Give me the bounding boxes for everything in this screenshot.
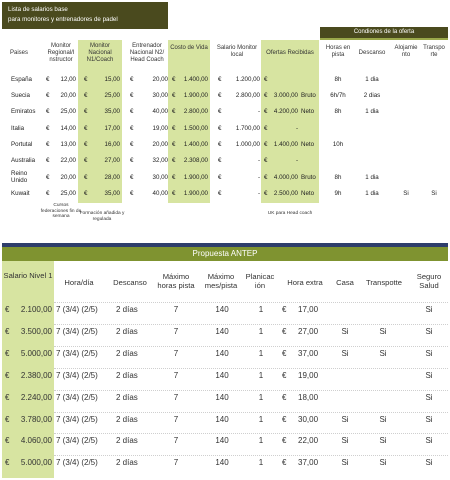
cell-en: 20,00: [152, 141, 168, 148]
currency-symbol: €: [46, 108, 50, 115]
currency-symbol: €: [218, 141, 222, 148]
currency-symbol: €: [84, 108, 88, 115]
cell-hora-extra: 37,00: [298, 349, 319, 358]
cell-horas: 9h: [334, 190, 342, 197]
cell-cv: 1.500,00: [183, 125, 208, 132]
currency-symbol: €: [84, 141, 88, 148]
cell-mn: 27,00: [104, 157, 120, 164]
cell-sl: -: [257, 108, 260, 115]
cell-descanso: 2 días: [116, 327, 138, 336]
cell-en: 40,00: [152, 190, 168, 197]
cell-sl: -: [257, 157, 260, 164]
green-col-salario: [2, 261, 54, 478]
cell-seguro: Si: [425, 327, 433, 336]
cell-seguro: Si: [425, 415, 433, 424]
cell-horas: 8h: [334, 174, 342, 181]
cell-max-horas: 7: [173, 349, 179, 358]
cell-mr: 25,00: [60, 108, 76, 115]
currency-symbol: €: [264, 157, 268, 164]
cell-mn: 35,00: [104, 108, 120, 115]
cell-cv: 1.400,00: [183, 141, 208, 148]
cell-horas: 6h/7h: [330, 92, 346, 99]
cell-en: 30,00: [152, 92, 168, 99]
header-max-mes: Máximo mes/pista: [204, 272, 238, 290]
header-monitor-nacional: Monitor Nacional N1/Coach: [86, 43, 114, 63]
cell-max-mes: 140: [215, 327, 229, 336]
cell-en: 40,00: [152, 108, 168, 115]
cell-casa: Si: [341, 436, 349, 445]
header-hora-dia: Hora/día: [64, 278, 94, 287]
cell-max-mes: 140: [215, 305, 229, 314]
cell-mn: 16,00: [104, 141, 120, 148]
currency-symbol: €: [282, 305, 287, 314]
currency-symbol: €: [282, 415, 287, 424]
footnote-formacion: Formación añadida y regulada: [79, 211, 125, 222]
row-divider: [54, 346, 448, 347]
cell-planificacion: 1: [258, 436, 264, 445]
currency-symbol: €: [46, 76, 50, 83]
currency-symbol: €: [218, 157, 222, 164]
row-divider: [54, 433, 448, 434]
cell-salario: 2.100,00: [20, 305, 52, 314]
cell-descanso: 1 dia: [365, 190, 379, 197]
cell-sl: 1.700,00: [235, 125, 260, 132]
currency-symbol: €: [172, 141, 176, 148]
row-divider: [54, 455, 448, 456]
header-costo-vida: Costo de Vida: [170, 45, 208, 51]
cell-max-horas: 7: [173, 458, 179, 467]
cell-oferta-tipo: Neto: [301, 190, 315, 197]
cell-hora-dia: 7 (3/4) (2/5): [56, 393, 98, 402]
cell-hora-extra: 27,00: [298, 327, 319, 336]
cell-mr: 12,00: [60, 76, 76, 83]
header-horas-pista: Horas en pista: [325, 45, 351, 58]
currency-symbol: €: [84, 92, 88, 99]
cell-oferta-tipo: Neto: [301, 108, 315, 115]
cell-planificacion: 1: [258, 393, 264, 402]
currency-symbol: €: [264, 76, 268, 83]
currency-symbol: €: [172, 174, 176, 181]
country-name: Italia: [11, 125, 25, 132]
cell-oferta: 3.000,00: [273, 92, 298, 99]
cell-hora-dia: 7 (3/4) (2/5): [56, 371, 98, 380]
cell-salario: 2.240,00: [20, 393, 52, 402]
cell-casa: Si: [341, 415, 349, 424]
header-seguro: Seguro Salud: [416, 272, 442, 290]
cell-descanso: 2 días: [116, 436, 138, 445]
cell-mr: 13,00: [60, 141, 76, 148]
cell-salario: 5.000,00: [20, 458, 52, 467]
salary-list-title: [2, 2, 168, 29]
cell-max-mes: 140: [215, 393, 229, 402]
cell-salario: 3.780,00: [20, 415, 52, 424]
currency-symbol: €: [218, 190, 222, 197]
title-line-1: Lista de salarios base: [8, 6, 68, 13]
cell-cv: 2.308,00: [183, 157, 208, 164]
title-line-2: para monitores y entrenadores de padel: [8, 16, 118, 23]
cell-descanso: 2 dias: [363, 92, 381, 99]
cell-salario: 4.060,00: [20, 436, 52, 445]
cell-hora-dia: 7 (3/4) (2/5): [56, 349, 98, 358]
currency-symbol: €: [264, 108, 268, 115]
currency-symbol: €: [46, 125, 50, 132]
row-divider: [54, 390, 448, 391]
cell-hora-extra: 19,00: [298, 371, 319, 380]
cell-transporte: Si: [431, 190, 437, 197]
cell-planificacion: 1: [258, 327, 264, 336]
currency-symbol: €: [130, 125, 134, 132]
currency-symbol: €: [172, 76, 176, 83]
cell-mr: 22,00: [60, 157, 76, 164]
cell-sl: 1.200,00: [235, 76, 260, 83]
currency-symbol: €: [84, 174, 88, 181]
cell-hora-extra: 22,00: [298, 436, 319, 445]
currency-symbol: €: [264, 141, 268, 148]
cell-descanso: 2 días: [116, 305, 138, 314]
country-name: Reino Unido: [11, 170, 28, 184]
cell-seguro: Si: [425, 371, 433, 380]
cell-sl: 1.000,00: [235, 141, 260, 148]
cell-max-horas: 7: [173, 415, 179, 424]
cell-seguro: Si: [425, 305, 433, 314]
country-name: Kuwait: [11, 190, 30, 197]
cell-oferta: 4.000,00: [273, 174, 298, 181]
cell-planificacion: 1: [258, 458, 264, 467]
currency-symbol: €: [218, 76, 222, 83]
currency-symbol: €: [282, 349, 287, 358]
currency-symbol: €: [130, 108, 134, 115]
cell-planificacion: 1: [258, 415, 264, 424]
header-transporte: Transpo rte: [423, 45, 445, 58]
currency-symbol: €: [5, 349, 10, 358]
currency-symbol: €: [46, 141, 50, 148]
cell-sl: 2.800,00: [235, 92, 260, 99]
currency-symbol: €: [172, 108, 176, 115]
cell-descanso: 1 dia: [365, 76, 379, 83]
currency-symbol: €: [46, 157, 50, 164]
currency-symbol: €: [84, 125, 88, 132]
cell-mn: 35,00: [104, 190, 120, 197]
cell-horas: 8h: [334, 76, 342, 83]
cell-salario: 3.500,00: [20, 327, 52, 336]
currency-symbol: €: [5, 305, 10, 314]
currency-symbol: €: [46, 92, 50, 99]
cell-transporte: Si: [379, 436, 387, 445]
currency-symbol: €: [130, 174, 134, 181]
cell-cv: 2.800,00: [183, 108, 208, 115]
proposal-title: Propuesta ANTEP: [2, 247, 448, 261]
currency-symbol: €: [264, 174, 268, 181]
cell-hora-extra: 30,00: [298, 415, 319, 424]
cell-descanso: 2 días: [116, 458, 138, 467]
currency-symbol: €: [282, 371, 287, 380]
currency-symbol: €: [130, 157, 134, 164]
header-descanso: Descanso: [358, 50, 386, 56]
cell-cv: 1.900,00: [183, 190, 208, 197]
country-name: Suecia: [11, 92, 30, 99]
cell-salario: 5.000,00: [20, 349, 52, 358]
cell-descanso: 1 dia: [365, 108, 379, 115]
cell-hora-dia: 7 (3/4) (2/5): [56, 305, 98, 314]
row-divider: [54, 302, 448, 303]
header-max-horas: Máximo horas pista: [157, 272, 195, 290]
cell-oferta-tipo: Neto: [301, 141, 315, 148]
currency-symbol: €: [218, 108, 222, 115]
cell-descanso: 1 dia: [365, 174, 379, 181]
cell-mn: 28,00: [104, 174, 120, 181]
cell-horas: 10h: [332, 141, 344, 148]
header-paises: Paises: [9, 50, 28, 56]
header-entrenador-nacional: Entrenador Nacional N2/ Head Coach: [129, 43, 165, 63]
cell-descanso: 2 días: [116, 415, 138, 424]
currency-symbol: €: [218, 92, 222, 99]
conditions-header: Condiones de la oferta: [320, 27, 448, 38]
currency-symbol: €: [46, 190, 50, 197]
cell-mn: 15,00: [104, 76, 120, 83]
cell-en: 32,00: [152, 157, 168, 164]
currency-symbol: €: [282, 436, 287, 445]
cell-casa: Si: [341, 349, 349, 358]
header-salario-nivel: Salario Nivel 1: [3, 271, 53, 280]
cell-en: 20,00: [152, 76, 168, 83]
cell-mn: 17,00: [104, 125, 120, 132]
cell-sl: -: [257, 190, 260, 197]
cell-cv: 1.900,00: [183, 92, 208, 99]
cell-en: 30,00: [152, 174, 168, 181]
currency-symbol: €: [172, 190, 176, 197]
currency-symbol: €: [84, 157, 88, 164]
cell-max-horas: 7: [173, 393, 179, 402]
cell-seguro: Si: [425, 458, 433, 467]
cell-cv: 1.900,00: [183, 174, 208, 181]
row-divider: [54, 412, 448, 413]
cell-max-mes: 140: [215, 371, 229, 380]
cell-descanso: 2 días: [116, 393, 138, 402]
currency-symbol: €: [5, 393, 10, 402]
cell-max-mes: 140: [215, 349, 229, 358]
cell-sl: -: [257, 174, 260, 181]
currency-symbol: €: [84, 76, 88, 83]
cell-oferta: 4.200,00: [273, 108, 298, 115]
cell-max-mes: 140: [215, 458, 229, 467]
conditions-underline: [320, 38, 448, 40]
cell-max-horas: 7: [173, 371, 179, 380]
footnote-cursos: Cursos federaciones fin de semana: [40, 203, 82, 219]
header-casa: Casa: [336, 278, 354, 287]
country-name: Portutal: [11, 141, 33, 148]
cell-alojamiento: Si: [403, 190, 409, 197]
currency-symbol: €: [282, 327, 287, 336]
currency-symbol: €: [218, 125, 222, 132]
cell-casa: Si: [341, 458, 349, 467]
currency-symbol: €: [5, 415, 10, 424]
cell-hora-dia: 7 (3/4) (2/5): [56, 327, 98, 336]
currency-symbol: €: [130, 76, 134, 83]
cell-transporte: Si: [379, 458, 387, 467]
currency-symbol: €: [130, 92, 134, 99]
header-salario-local: Salario Monitor local: [216, 45, 258, 58]
currency-symbol: €: [130, 190, 134, 197]
cell-mr: 20,00: [60, 92, 76, 99]
cell-transporte: Si: [379, 349, 387, 358]
country-name: España: [11, 76, 32, 83]
header-ofertas: Ofertas Recibidas: [266, 50, 314, 56]
cell-max-horas: 7: [173, 305, 179, 314]
cell-salario: 2.380,00: [20, 371, 52, 380]
currency-symbol: €: [130, 141, 134, 148]
row-divider: [54, 324, 448, 325]
country-name: Emiratos: [11, 108, 36, 115]
cell-casa: Si: [341, 327, 349, 336]
cell-mn: 25,00: [104, 92, 120, 99]
currency-symbol: €: [282, 458, 287, 467]
currency-symbol: €: [172, 125, 176, 132]
cell-hora-dia: 7 (3/4) (2/5): [56, 415, 98, 424]
currency-symbol: €: [46, 174, 50, 181]
cell-oferta: 2.500,00: [273, 190, 298, 197]
cell-hora-extra: 17,00: [298, 305, 319, 314]
currency-symbol: €: [5, 436, 10, 445]
cell-oferta: 1.400,00: [273, 141, 298, 148]
cell-max-horas: 7: [173, 436, 179, 445]
cell-max-mes: 140: [215, 436, 229, 445]
footnote-uk: UK para Head coach: [267, 211, 313, 216]
cell-oferta-tipo: Bruto: [301, 92, 316, 99]
cell-seguro: Si: [425, 436, 433, 445]
currency-symbol: €: [264, 190, 268, 197]
cell-max-mes: 140: [215, 415, 229, 424]
cell-mr: 14,00: [60, 125, 76, 132]
cell-planificacion: 1: [258, 349, 264, 358]
header-planificacion: Planicac ión: [245, 272, 275, 290]
cell-hora-extra: 37,00: [298, 458, 319, 467]
currency-symbol: €: [172, 157, 176, 164]
cell-en: 19,00: [152, 125, 168, 132]
cell-mr: 25,00: [60, 190, 76, 197]
cell-transporte: Si: [379, 327, 387, 336]
cell-max-horas: 7: [173, 327, 179, 336]
cell-hora-extra: 18,00: [298, 393, 319, 402]
cell-oferta-tipo: Bruto: [301, 174, 316, 181]
header-transporte-b: Transpotte: [365, 278, 403, 287]
currency-symbol: €: [264, 92, 268, 99]
cell-hora-dia: 7 (3/4) (2/5): [56, 436, 98, 445]
row-divider: [54, 368, 448, 369]
header-hora-extra: Hora extra: [287, 278, 323, 287]
currency-symbol: €: [172, 92, 176, 99]
cell-seguro: Si: [425, 393, 433, 402]
currency-symbol: €: [5, 327, 10, 336]
cell-descanso: 2 días: [116, 349, 138, 358]
cell-horas: 8h: [334, 108, 342, 115]
cell-transporte: Si: [379, 415, 387, 424]
cell-seguro: Si: [425, 349, 433, 358]
cell-mr: 20,00: [60, 174, 76, 181]
cell-oferta: -: [295, 157, 298, 164]
cell-hora-dia: 7 (3/4) (2/5): [56, 458, 98, 467]
cell-oferta: -: [295, 125, 298, 132]
cell-planificacion: 1: [258, 305, 264, 314]
currency-symbol: €: [84, 190, 88, 197]
currency-symbol: €: [282, 393, 287, 402]
currency-symbol: €: [5, 371, 10, 380]
country-name: Australia: [11, 157, 36, 164]
currency-symbol: €: [218, 174, 222, 181]
cell-cv: 1.400,00: [183, 76, 208, 83]
cell-planificacion: 1: [258, 371, 264, 380]
header-descanso-b: Descanso: [113, 278, 147, 287]
currency-symbol: €: [5, 458, 10, 467]
currency-symbol: €: [264, 125, 268, 132]
cell-descanso: 2 días: [116, 371, 138, 380]
header-alojamiento: Alojamie nto: [394, 45, 418, 58]
header-monitor-regional: Monitor Regional/I nstructor: [47, 43, 75, 63]
